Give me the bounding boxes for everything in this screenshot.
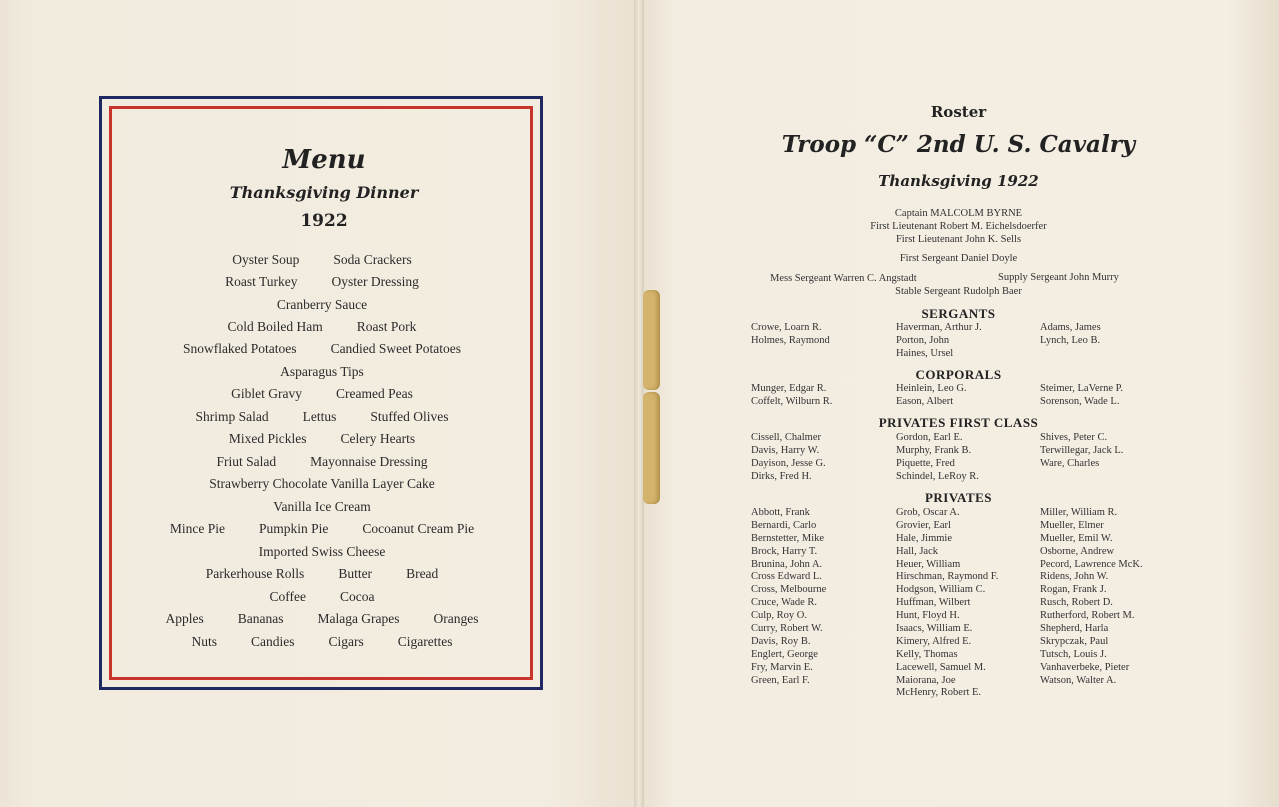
menu-item: Soda Crackers [333,252,412,267]
menu-item: Malaga Grapes [317,611,400,626]
roster-name: McHenry, Robert E. [896,687,982,699]
roster-name: Maiorana, Joe [896,674,956,686]
menu-item: Cocoanut Cream Pie [362,521,475,536]
menu-item: Snowflaked Potatoes [182,341,297,356]
menu-row [120,454,524,470]
menu-row [120,634,524,650]
roster-name: Fry, Marvin E. [751,661,813,673]
roster-name: Porton, John [896,334,950,346]
menu-item: Oyster Soup [232,252,300,267]
roster-name: Cross Edward L. [751,571,822,583]
roster-name: Murphy, Frank B. [896,444,972,456]
menu-item: Lettus [302,409,337,424]
menu-row [120,364,524,380]
menu-item: Roast Turkey [225,274,298,289]
menu-row [120,566,524,582]
officer-first-sergeant: First Sergeant Daniel Doyle [899,253,1018,264]
menu-item: Pumpkin Pie [259,521,329,536]
roster-name: Bernstetter, Mike [751,532,825,544]
menu-item: Oranges [433,611,479,626]
roster-name: Cross, Melbourne [751,584,827,596]
menu-item: Mixed Pickles [228,431,307,446]
menu-item: Cranberry Sauce [276,297,368,312]
menu-item: Cigars [328,634,364,649]
roster-column [1040,383,1123,409]
menu-row [120,274,524,290]
menu-row [120,319,524,335]
roster-column [751,383,832,409]
roster-name: Hirschman, Raymond F. [896,571,999,583]
menu-item: Bananas [237,611,284,626]
roster-name: Watson, Walter A. [1040,674,1117,686]
roster-name: Tutsch, Louis J. [1040,648,1107,660]
menu-item: Friut Salad [216,454,277,469]
menu-item: Apples [165,611,204,626]
menu-item: Vanilla Ice Cream [273,499,371,514]
roster-name: Piquette, Fred [896,457,955,469]
roster-name: Adams, James [1040,322,1101,333]
roster-name: Hodgson, William C. [896,584,986,596]
roster-column [1040,322,1101,348]
roster-name: Sorenson, Wade L. [1040,395,1120,407]
roster-name: Englert, George [751,648,818,660]
roster-name: Hunt, Floyd H. [896,610,960,622]
menu-item: Coffee [269,589,306,604]
menu-item: Bread [406,566,439,581]
roster-name: Shepherd, Harla [1040,623,1109,635]
roster-name: Rusch, Robert D. [1040,597,1113,609]
menu-row [120,521,524,537]
roster-name: Schindel, LeRoy R. [896,470,979,482]
menu-row [120,589,524,605]
roster-label: Roster [930,103,987,121]
roster-name: Abbott, Frank [751,507,810,518]
roster-name: Davis, Harry W. [751,444,820,456]
menu-year: 1922 [300,211,348,231]
roster-name: Eason, Albert [896,395,954,407]
menu-item: Butter [338,566,373,581]
officer-mess-sergeant: Mess Sergeant Warren C. Angstadt [770,273,917,284]
roster-name: Huffman, Wilbert [896,597,971,609]
roster-column [751,432,826,484]
roster-name: Mueller, Elmer [1040,519,1104,531]
roster-name: Coffelt, Wilburn R. [751,395,833,407]
menu-item: Parkerhouse Rolls [205,566,305,581]
roster-name: Davis, Roy B. [751,635,811,647]
roster-name: Miller, William R. [1040,507,1118,518]
roster-name: Isaacs, William E. [896,623,973,635]
roster-name: Bernardi, Carlo [751,519,817,531]
section-heading: PRIVATES FIRST CLASS [878,415,1039,430]
roster-name: Crowe, Loarn R. [751,322,822,333]
roster-name: Ware, Charles [1040,457,1100,469]
roster-name: Terwillegar, Jack L. [1040,444,1124,456]
roster-name: Hall, Jack [896,545,938,557]
menu-item: Giblet Gravy [231,386,302,401]
menu-item: Cold Boiled Ham [227,319,323,334]
officer-stable-sergeant: Stable Sergeant Rudolph Baer [895,286,1022,297]
roster-name: Haines, Ursel [896,347,954,359]
menu-item: Roast Pork [356,319,417,334]
menu-item: Cocoa [340,589,375,604]
roster-name: Cruce, Wade R. [751,597,818,609]
roster-name: Holmes, Raymond [751,334,830,346]
roster-column [751,507,826,687]
roster-column [1040,432,1123,471]
roster-subtitle: Thanksgiving 1922 [878,172,1039,190]
roster-column [896,432,979,484]
menu-row [120,431,524,447]
roster-column [751,322,830,348]
roster-name: Green, Earl F. [751,674,810,686]
roster-column [896,322,982,361]
roster-name: Lynch, Leo B. [1040,334,1101,346]
officer-first-lieutenant: First Lieutenant John K. Sells [895,234,1022,245]
roster-name: Brock, Harry T. [751,545,818,557]
roster-name: Grob, Oscar A. [896,507,960,518]
menu-row [120,409,524,425]
menu-item: Nuts [191,634,218,649]
roster-name: Mueller, Emil W. [1040,532,1113,544]
roster-name: Heinlein, Leo G. [896,383,967,394]
menu-row [120,476,524,492]
roster-name: Gordon, Earl E. [896,432,963,443]
menu-row [120,544,524,560]
roster-name: Culp, Roy O. [751,610,808,622]
menu-item: Asparagus Tips [280,364,364,379]
roster-name: Hale, Jimmie [896,532,952,544]
roster-name: Cissell, Chalmer [751,432,821,443]
roster-name: Dirks, Fred H. [751,470,812,482]
section-heading: CORPORALS [915,367,1002,382]
roster-name: Pecord, Lawrence McK. [1040,558,1143,570]
troop-title: Troop “C” 2nd U. S. Cavalry [781,131,1136,158]
menu-item: Oyster Dressing [331,274,419,289]
roster-name: Lacewell, Samuel M. [896,661,986,673]
roster-name: Rutherford, Robert M. [1040,610,1135,622]
roster-name: Brunina, John A. [751,558,823,570]
menu-item: Imported Swiss Cheese [258,544,386,559]
menu-title: Menu [282,145,366,175]
officer-captain: Captain MALCOLM BYRNE [894,208,1023,219]
menu-item: Cigarettes [397,634,453,649]
roster-name: Vanhaverbeke, Pieter [1040,661,1130,673]
menu-item: Candies [251,634,295,649]
menu-item: Stuffed Olives [370,409,449,424]
roster-column [896,507,998,700]
officer-supply-sergeant: Supply Sergeant John Murry [998,272,1119,283]
menu-item: Candied Sweet Potatoes [330,341,462,356]
roster-name: Skrypczak, Paul [1040,635,1109,647]
roster-column [896,383,967,409]
menu-row [120,611,524,627]
menu-item: Strawberry Chocolate Vanilla Layer Cake [209,476,435,491]
menu-item: Mayonnaise Dressing [310,454,428,469]
menu-row [120,499,524,515]
section-heading: PRIVATES [924,490,993,505]
binding-ribbon [643,392,660,504]
roster-name: Curry, Robert W. [751,623,823,635]
roster-name: Steimer, LaVerne P. [1040,383,1123,394]
officer-first-lieutenant: First Lieutenant Robert M. Eichelsdoerfer [870,221,1047,232]
roster-name: Rogan, Frank J. [1040,584,1107,596]
roster-name: Kimery, Alfred E. [896,635,972,647]
menu-row [120,386,524,402]
roster-name: Kelly, Thomas [896,648,958,660]
menu-row [120,341,524,357]
roster-name: Grovier, Earl [896,519,951,531]
menu-subtitle: Thanksgiving Dinner [229,183,419,202]
menu-item: Creamed Peas [336,386,413,401]
roster-name: Munger, Edgar R. [751,383,827,394]
roster-name: Osborne, Andrew [1040,545,1115,557]
menu-item: Mince Pie [169,521,225,536]
roster-name: Haverman, Arthur J. [896,322,982,333]
section-heading: SERGANTS [921,306,996,321]
roster-name: Shives, Peter C. [1040,432,1108,443]
menu-item: Shrimp Salad [195,409,269,424]
menu-row [120,297,524,313]
roster-name: Ridens, John W. [1040,571,1109,583]
menu-row [120,252,524,268]
menu-item: Celery Hearts [340,431,416,446]
roster-name: Dayison, Jesse G. [751,457,826,469]
roster-column [1040,507,1143,687]
roster-name: Heuer, William [896,558,961,570]
